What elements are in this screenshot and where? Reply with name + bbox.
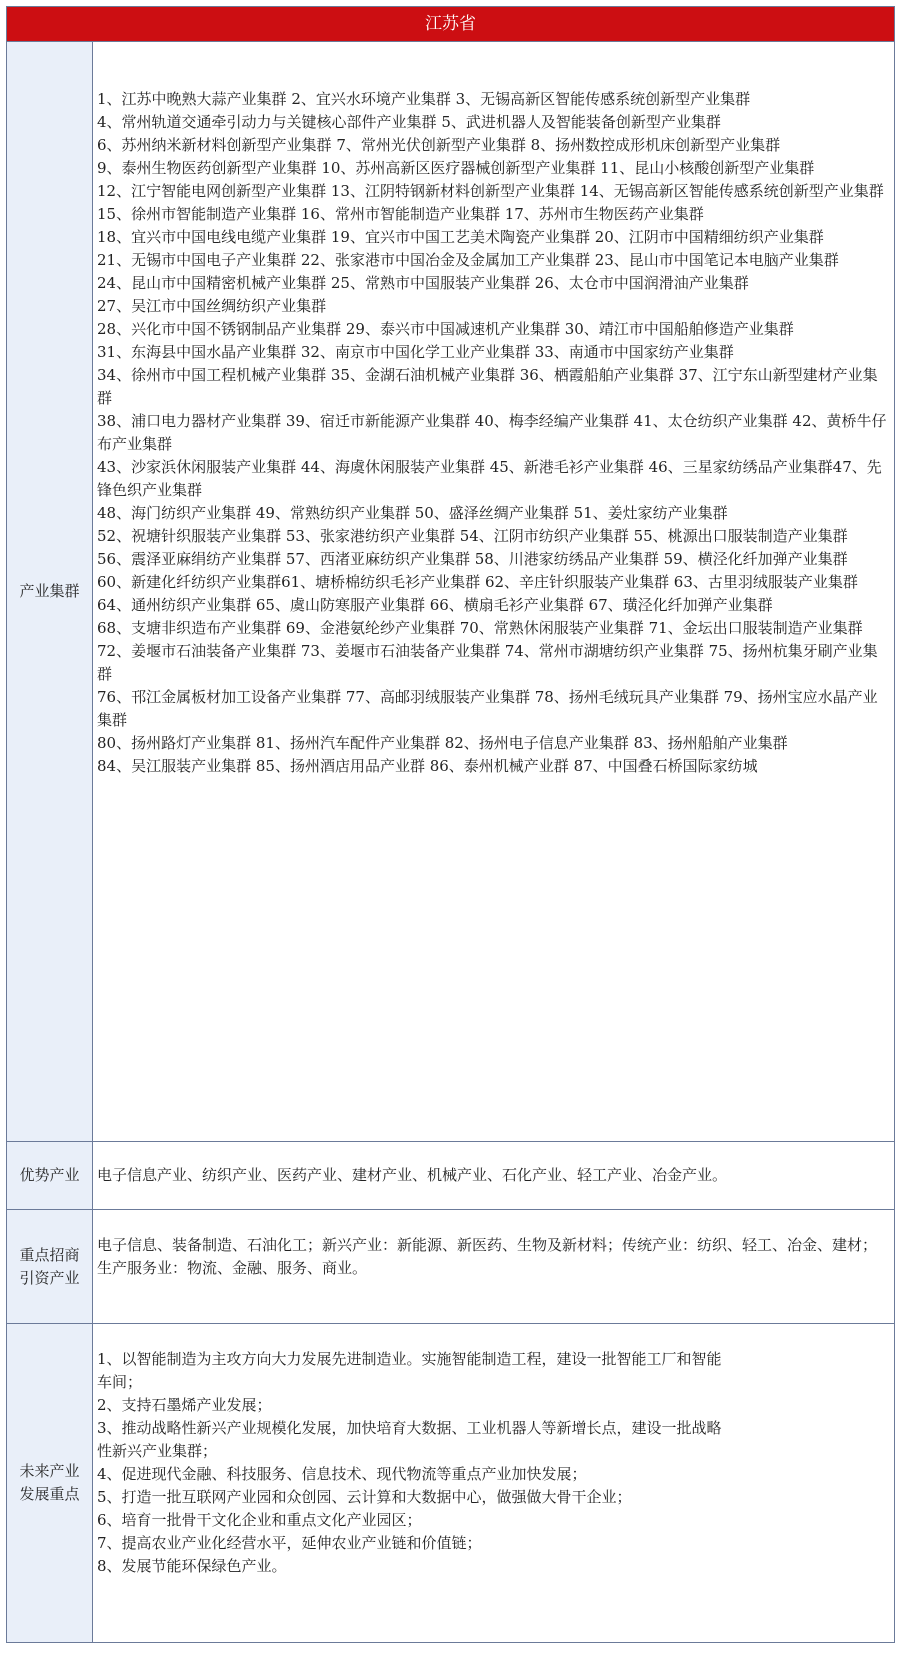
cluster-line: 56、震泽亚麻绢纺产业集群 57、西渚亚麻纺织产业集群 58、川港家纺绣品产业集群 59、横泾化纤加弹产业集群 (97, 550, 848, 568)
future-item: 6、培育一批骨干文化企业和重点文化产业园区； (97, 1511, 422, 1529)
row-label-clusters: 产业集群 (7, 42, 93, 1141)
clusters-content (93, 42, 894, 1141)
future-item: 8、发展节能环保绿色产业。 (97, 1557, 287, 1575)
row-future-focus (7, 1324, 894, 1642)
cluster-line: 1、江苏中晚熟大蒜产业集群 2、宜兴水环境产业集群 3、无锡高新区智能传感系统创新型产业集群 (97, 90, 751, 108)
province-table (6, 6, 895, 1643)
future-item: 4、促进现代金融、科技服务、信息技术、现代物流等重点产业加快发展； (97, 1465, 587, 1483)
advantage-content (93, 1142, 894, 1209)
cluster-line: 68、支塘非织造布产业集群 69、金港氨纶纱产业集群 70、常熟休闲服装产业集群 71、金坛出口服装制造产业集群 (97, 619, 863, 637)
cluster-line: 18、宜兴市中国电线电缆产业集群 19、宜兴市中国工艺美术陶瓷产业集群 20、江阴市中国精细纺织产业集群 (97, 228, 824, 246)
row-industrial-clusters (7, 42, 894, 1142)
key-investment-content (93, 1210, 894, 1323)
future-item: 5、打造一批互联网产业园和众创园、云计算和大数据中心，做强做大骨干企业； (97, 1488, 632, 1506)
cluster-line: 84、吴江服装产业集群 85、扬州酒店用品产业群 86、泰州机械产业群 87、中国叠石桥国际家纺城 (97, 757, 758, 775)
future-item: 2、支持石墨烯产业发展； (97, 1396, 272, 1414)
cluster-line: 34、徐州市中国工程机械产业集群 35、金湖石油机械产业集群 36、栖霞船舶产业集群 37、江宁东山新型建材产业集群 (97, 366, 878, 407)
row-advantage-industries (7, 1142, 894, 1210)
table-title: 江苏省 (7, 7, 894, 42)
future-item: 1、以智能制造为主攻方向大力发展先进制造业。实施智能制造工程，建设一批智能工厂和智能车间； (97, 1350, 722, 1391)
future-item: 3、推动战略性新兴产业规模化发展，加快培育大数据、工业机器人等新增长点，建设一批战略性新兴产业集群； (97, 1419, 722, 1460)
cluster-line: 24、昆山市中国精密机械产业集群 25、常熟市中国服装产业集群 26、太仓市中国润滑油产业集群 (97, 274, 749, 292)
cluster-line: 27、吴江市中国丝绸纺织产业集群 (97, 297, 327, 315)
cluster-line: 12、江宁智能电网创新型产业集群 13、江阴特钢新材料创新型产业集群 14、无锡高新区智能传感系统创新型产业集群 (97, 182, 884, 200)
cluster-line: 52、祝塘针织服装产业集群 53、张家港纺织产业集群 54、江阴市纺织产业集群 55、桃源出口服装制造产业集群 (97, 527, 848, 545)
cluster-line: 15、徐州市智能制造产业集群 16、常州市智能制造产业集群 17、苏州市生物医药产业集群 (97, 205, 704, 223)
future-item: 7、提高农业产业化经营水平，延伸农业产业链和价值链； (97, 1534, 482, 1552)
advantage-text: 电子信息产业、纺织产业、医药产业、建材产业、机械产业、石化产业、轻工产业、冶金产业。 (97, 1166, 728, 1184)
cluster-line: 28、兴化市中国不锈钢制品产业集群 29、泰兴市中国减速机产业集群 30、靖江市中国船舶修造产业集群 (97, 320, 794, 338)
cluster-line: 21、无锡市中国电子产业集群 22、张家港市中国冶金及金属加工产业集群 23、昆山市中国笔记本电脑产业集群 (97, 251, 839, 269)
cluster-line: 48、海门纺织产业集群 49、常熟纺织产业集群 50、盛泽丝绸产业集群 51、姜灶家纺产业集群 (97, 504, 728, 522)
future-content (93, 1324, 894, 1642)
cluster-line: 4、常州轨道交通牵引动力与关键核心部件产业集群 5、武进机器人及智能装备创新型产业集群 (97, 113, 721, 131)
cluster-line: 43、沙家浜休闲服装产业集群 44、海虞休闲服装产业集群 45、新港毛衫产业集群 46、三星家纺绣品产业集群47、先锋色织产业集群 (97, 458, 882, 499)
cluster-line: 72、姜堰市石油装备产业集群 73、姜堰市石油装备产业集群 74、常州市湖塘纺织产业集群 75、扬州杭集牙刷产业集群 (97, 642, 878, 683)
cluster-line: 6、苏州纳米新材料创新型产业集群 7、常州光伏创新型产业集群 8、扬州数控成形机床创新型产业集群 (97, 136, 781, 154)
key-investment-text: 电子信息、装备制造、石油化工；新兴产业：新能源、新医药、生物及新材料；传统产业：纺织、轻工、冶金、建材；生产服务业：物流、金融、服务、商业。 (97, 1236, 878, 1277)
cluster-line: 9、泰州生物医药创新型产业集群 10、苏州高新区医疗器械创新型产业集群 11、昆山小核酸创新型产业集群 (97, 159, 815, 177)
cluster-line: 31、东海县中国水晶产业集群 32、南京市中国化学工业产业集群 33、南通市中国家纺产业集群 (97, 343, 734, 361)
cluster-line: 60、新建化纤纺织产业集群61、塘桥棉纺织毛衫产业集群 62、辛庄针织服装产业集群 63、古里羽绒服装产业集群 (97, 573, 858, 591)
cluster-line: 64、通州纺织产业集群 65、虞山防寒服产业集群 66、横扇毛衫产业集群 67、璜泾化纤加弹产业集群 (97, 596, 773, 614)
row-label-advantage: 优势产业 (7, 1142, 93, 1209)
cluster-line: 76、邗江金属板材加工设备产业集群 77、高邮羽绒服装产业集群 78、扬州毛绒玩具产业集群 79、扬州宝应水晶产业集群 (97, 688, 878, 729)
row-label-key-investment: 重点招商 引资产业 (7, 1210, 93, 1323)
row-key-investment (7, 1210, 894, 1324)
cluster-line: 38、浦口电力器材产业集群 39、宿迁市新能源产业集群 40、梅李经编产业集群 41、太仓纺织产业集群 42、黄桥牛仔布产业集群 (97, 412, 887, 453)
cluster-line: 80、扬州路灯产业集群 81、扬州汽车配件产业集群 82、扬州电子信息产业集群 83、扬州船舶产业集群 (97, 734, 788, 752)
row-label-future: 未来产业 发展重点 (7, 1324, 93, 1642)
